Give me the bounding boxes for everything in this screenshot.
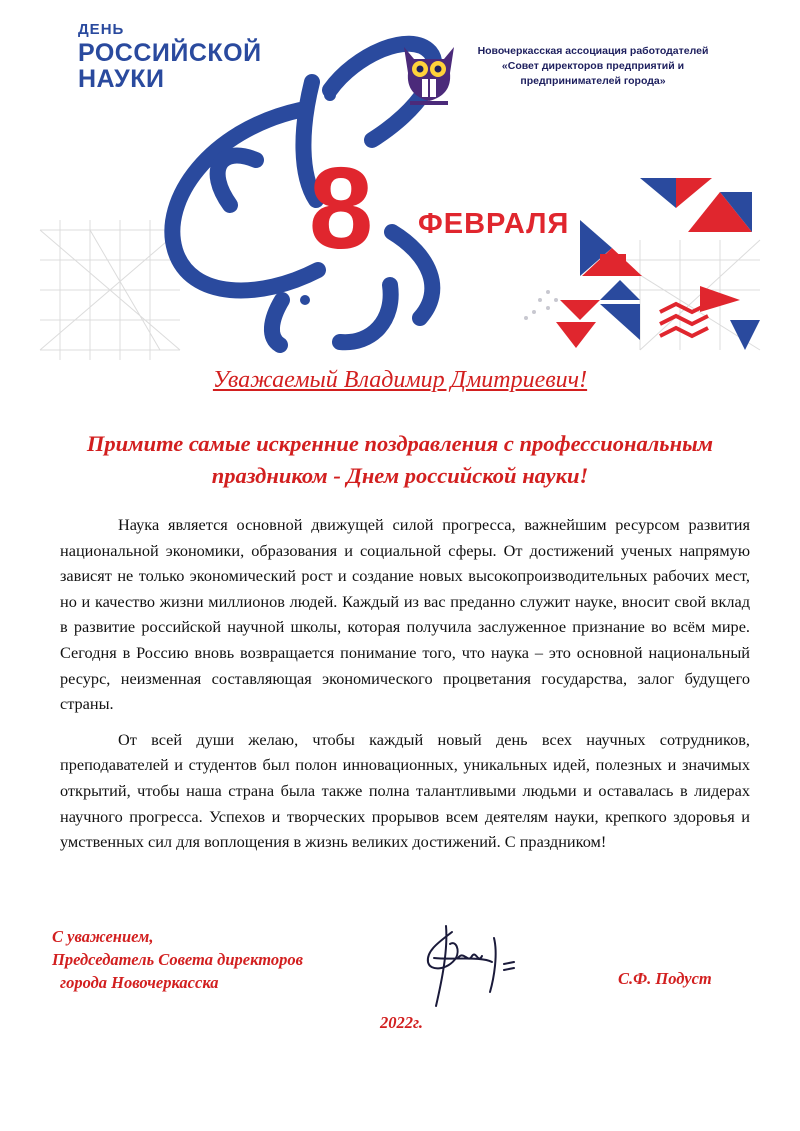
association-line1: Новочеркасская ассоциация работодателей <box>477 45 709 57</box>
electron-dot <box>324 89 336 101</box>
association-name <box>448 44 738 89</box>
congratulations-heading <box>70 428 730 492</box>
day-title-line1: ДЕНЬ <box>78 21 125 38</box>
paragraph-2: От всей души желаю, чтобы каждый новый день всех научных сотрудников, преподавателей и студентов был полон инновационных, уникальных идей, полезных и значимых открытий, чтобы наша страна была также полна талантливыми людьми и оставалась в лидерах научного прогресса. Успехов и творческих прорывов всем деятелям науки, крепкого здоровья и умственных сил для воплощения в жизнь великих достижений. С праздником! <box>60 729 750 852</box>
association-line3: предпринимателей города» <box>520 75 666 87</box>
day-of-science-title <box>78 22 262 92</box>
handwritten-signature <box>412 920 532 1010</box>
letter-body <box>60 512 750 855</box>
signature-block <box>52 925 303 994</box>
association-line2: «Совет директоров предприятий и <box>501 60 685 72</box>
letter-year: 2022г. <box>380 1013 423 1032</box>
date-number: 8 <box>308 143 374 273</box>
congrats-line2: праздником - Днем российской науки! <box>211 463 589 488</box>
day-title-line2: РОССИЙСКОЙ <box>78 39 262 67</box>
signer-name: С.Ф. Подуст <box>618 969 712 988</box>
greeting: Уважаемый Владимир Дмитриевич! <box>212 367 588 393</box>
geometric-decoration <box>524 178 760 350</box>
position-line1: Председатель Совета директоров <box>52 950 303 969</box>
day-title-line3: НАУКИ <box>78 65 165 93</box>
regards-text: С уважением, <box>52 927 154 946</box>
header-banner <box>0 0 800 360</box>
congrats-line1: Примите самые искренние поздравления с профессиональным <box>86 431 714 456</box>
date-month: ФЕВРАЛЯ <box>418 208 570 240</box>
paragraph-1: Наука является основной движущей силой прогресса, важнейшим ресурсом развития национальной экономики, образования и социальной сферы. От достижений ученых напрямую зависят не только экономический рост и создание новых высокопроизводительных рабочих мест, но и качество жизни миллионов людей. Каждый из вас преданно служит науке, вносит свой вклад в развитие российской научной школы, которая получила заслуженное признание во всём мире. Сегодня в Россию вновь возвращается понимание того, что наука – это основной национальный ресурс, неизменная составляющая экономического процветания государства, залог будущего страны. <box>60 515 750 714</box>
position-line2: города Новочеркасска <box>60 973 219 992</box>
